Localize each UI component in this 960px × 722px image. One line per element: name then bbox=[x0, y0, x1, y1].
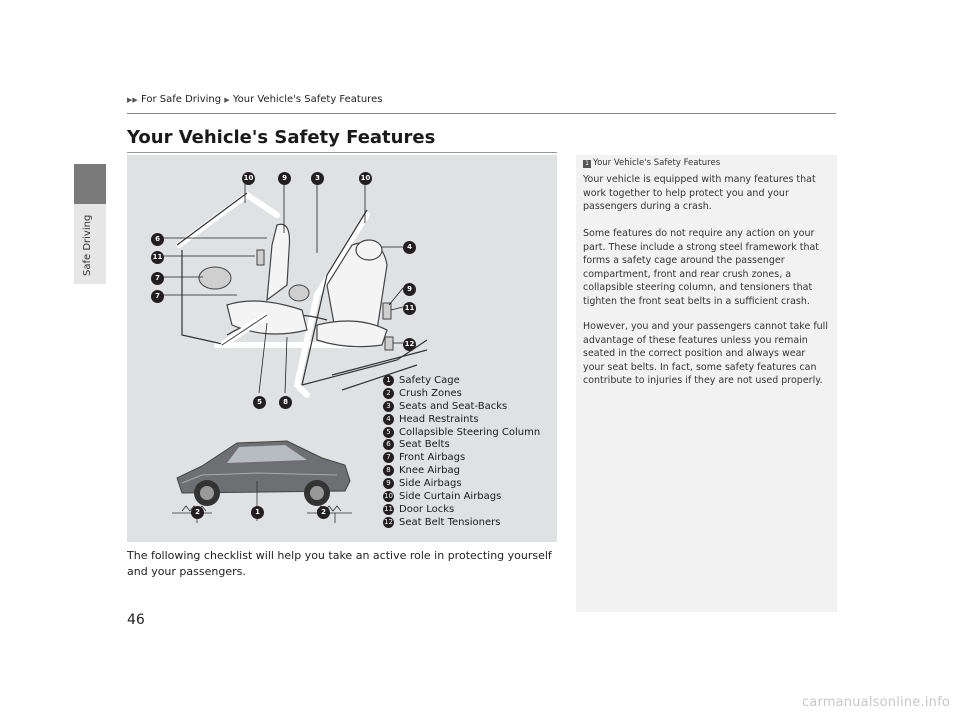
legend-label: Knee Airbag bbox=[399, 465, 460, 477]
door-lock bbox=[257, 250, 264, 265]
legend-label: Seats and Seat-Backs bbox=[399, 400, 508, 412]
callout-bottom: 8 bbox=[279, 396, 292, 409]
legend-number: 2 bbox=[383, 388, 394, 399]
legend-number: 3 bbox=[383, 401, 394, 412]
callout-right: 12 bbox=[403, 338, 416, 351]
note-paragraph: However, you and your passengers cannot take full advantage of these features unless you remain seated in the correct position and always wear your seat belts. In fact, some safety features can contribute to injuries if they are not used properly. bbox=[583, 321, 828, 386]
note-paragraph: Your vehicle is equipped with many features that work together to help protect you and your passengers during a crash. bbox=[583, 174, 816, 212]
legend-label: Seat Belt Tensioners bbox=[399, 516, 501, 528]
callout-top: 10 bbox=[359, 172, 372, 185]
door-lock-right bbox=[383, 303, 391, 319]
side-tab-label: Safe Driving bbox=[82, 214, 93, 276]
legend-number: 11 bbox=[384, 504, 393, 513]
legend-number: 5 bbox=[383, 427, 394, 438]
legend-label: Side Airbags bbox=[399, 478, 462, 490]
legend-item bbox=[383, 438, 540, 451]
page-number: 46 bbox=[127, 612, 145, 628]
callout-right: 9 bbox=[403, 283, 416, 296]
callout-car: 2 bbox=[317, 506, 330, 519]
legend-item bbox=[383, 413, 540, 426]
belt-tensioner bbox=[385, 337, 393, 350]
note-badge: 1 bbox=[583, 160, 591, 168]
note-heading bbox=[583, 158, 720, 168]
callout-left: 7 bbox=[151, 272, 164, 285]
legend-number: 12 bbox=[384, 517, 393, 526]
legend-label: Safety Cage bbox=[399, 374, 460, 386]
callout-top: 10 bbox=[242, 172, 255, 185]
title-rule bbox=[127, 152, 557, 153]
legend-item bbox=[383, 503, 540, 516]
legend-item bbox=[383, 374, 540, 387]
watermark: carmanualsonline.info bbox=[801, 695, 950, 710]
safety-cage-frame bbox=[179, 195, 277, 245]
rear-seat-back bbox=[267, 224, 290, 300]
callout-right: 4 bbox=[403, 241, 416, 254]
legend-item bbox=[383, 490, 540, 503]
legend-label: Door Locks bbox=[399, 503, 455, 515]
note-heading-text: Your Vehicle's Safety Features bbox=[593, 158, 721, 168]
legend-item bbox=[383, 477, 540, 490]
side-tab-marker bbox=[74, 164, 106, 204]
breadcrumb-item[interactable]: Your Vehicle's Safety Features bbox=[232, 94, 383, 105]
legend-item bbox=[383, 516, 540, 529]
callout-top: 3 bbox=[311, 172, 324, 185]
legend-label: Crush Zones bbox=[399, 387, 462, 399]
legend-label: Front Airbags bbox=[399, 452, 466, 464]
legend-label: Head Restraints bbox=[399, 413, 479, 425]
breadcrumb bbox=[127, 94, 382, 105]
callout-top: 9 bbox=[278, 172, 291, 185]
legend-number: 6 bbox=[383, 439, 394, 450]
callout-right: 11 bbox=[403, 302, 416, 315]
checklist-intro: The following checklist will help you take an active role in protecting yourself and your passengers. bbox=[127, 549, 552, 578]
head-restraint bbox=[356, 240, 382, 260]
breadcrumb-arrow-icon: ▶ bbox=[132, 96, 138, 104]
legend-number: 1 bbox=[383, 375, 394, 386]
legend-number: 9 bbox=[383, 478, 394, 489]
feature-legend bbox=[383, 374, 540, 529]
legend-number: 8 bbox=[383, 465, 394, 476]
legend-number: 7 bbox=[383, 452, 394, 463]
callout-car: 2 bbox=[191, 506, 204, 519]
callout-left: 6 bbox=[151, 233, 164, 246]
callout-left: 11 bbox=[151, 251, 164, 264]
front-airbag bbox=[199, 267, 231, 289]
legend-item bbox=[383, 426, 540, 439]
note-paragraph: Some features do not require any action on your part. These include a strong steel framework that forms a safety cage around the passenger compartment, front and rear crush zones, a collapsible steering column, and tensioners that tighten the front seat belts in a sufficient crash. bbox=[583, 228, 820, 307]
legend-item bbox=[383, 451, 540, 464]
legend-label: Collapsible Steering Column bbox=[399, 426, 541, 438]
legend-label: Side Curtain Airbags bbox=[399, 490, 502, 502]
legend-number: 10 bbox=[384, 491, 393, 500]
legend-item bbox=[383, 400, 540, 413]
breadcrumb-item[interactable]: For Safe Driving bbox=[140, 94, 222, 105]
callout-left: 7 bbox=[151, 290, 164, 303]
legend-item bbox=[383, 387, 540, 400]
steering-wheel bbox=[289, 285, 309, 301]
header-rule bbox=[127, 113, 836, 114]
breadcrumb-arrow-icon: ▶ bbox=[127, 96, 133, 104]
page-title: Your Vehicle's Safety Features bbox=[127, 127, 436, 148]
callout-bottom: 5 bbox=[253, 396, 266, 409]
legend-number: 4 bbox=[383, 414, 394, 425]
breadcrumb-arrow-icon: ▶ bbox=[224, 96, 230, 104]
legend-label: Seat Belts bbox=[399, 439, 450, 451]
legend-item bbox=[383, 464, 540, 477]
callout-car: 1 bbox=[251, 506, 264, 519]
